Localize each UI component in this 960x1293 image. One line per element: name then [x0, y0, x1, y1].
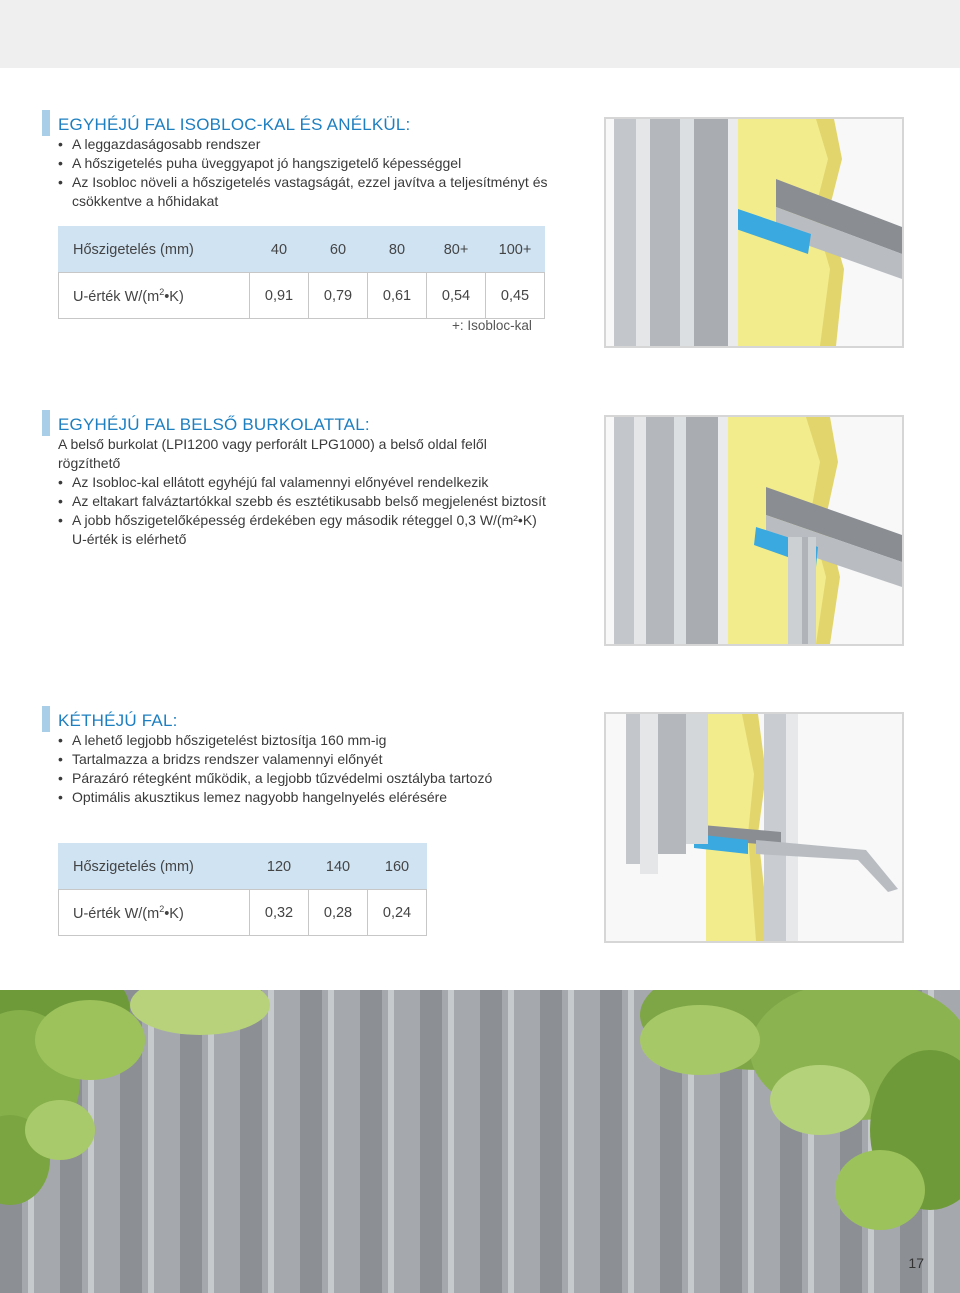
- page-number: 17: [908, 1255, 924, 1271]
- list-item: • Optimális akusztikus lemez nagyobb hangelnyelés elérésére: [58, 788, 552, 807]
- table-cell: 0,24: [368, 890, 427, 936]
- section-double-skin: [42, 706, 552, 807]
- top-band: [0, 0, 960, 68]
- table-cell: 0,45: [486, 273, 545, 319]
- section-heading: KÉTHÉJÚ FAL:: [58, 711, 178, 730]
- section-heading: EGYHÉJÚ FAL BELSŐ BURKOLATTAL:: [58, 415, 370, 434]
- section-marker: [42, 410, 50, 436]
- table-header-row: [59, 844, 427, 890]
- table-header-row: [59, 227, 545, 273]
- section-single-skin-liner: [42, 410, 552, 549]
- u-value-table-single: [58, 226, 545, 319]
- section-heading: EGYHÉJÚ FAL ISOBLOC-KAL ÉS ANÉLKÜL:: [58, 115, 411, 134]
- list-item: • A lehető legjobb hőszigetelést biztosítja 160 mm-ig: [58, 731, 552, 750]
- u-value-table-double: [58, 843, 427, 936]
- list-item: • Párazáró rétegként működik, a legjobb tűzvédelmi osztályba tartozó: [58, 769, 512, 788]
- bullet-list: [58, 473, 552, 549]
- table-header-cell: 40: [250, 227, 309, 273]
- table-header-cell: 120: [250, 844, 309, 890]
- table-cell: 0,91: [250, 273, 309, 319]
- table-row-label: U-érték $W/(m^2•K)$: [59, 273, 250, 319]
- bullet-list: [58, 135, 552, 211]
- list-item: • A leggazdaságosabb rendszer: [58, 135, 552, 154]
- table-row: [59, 890, 427, 936]
- table-header-label: Hőszigetelés (mm): [59, 844, 250, 890]
- list-item: • Az Isobloc növeli a hőszigetelés vastagságát, ezzel javítva a teljesítményt és csökkentve a hőhidakat: [58, 173, 552, 211]
- list-item: • Az eltakart falváztartókkal szebb és esztétikusabb belső megjelenést biztosít: [58, 492, 552, 511]
- section-single-skin-isobloc: [42, 110, 552, 211]
- table-header-cell: 60: [309, 227, 368, 273]
- table-header-cell: 80: [368, 227, 427, 273]
- table-cell: 0,32: [250, 890, 309, 936]
- table-header-cell: 80+: [427, 227, 486, 273]
- list-item: • Az Isobloc-kal ellátott egyhéjú fal valamennyi előnyével rendelkezik: [58, 473, 552, 492]
- table-header-cell: 160: [368, 844, 427, 890]
- table-header-label: Hőszigetelés (mm): [59, 227, 250, 273]
- table-row-label: U-érték $W/(m^2•K)$: [59, 890, 250, 936]
- section-body: [58, 135, 552, 211]
- section-body: [58, 731, 552, 807]
- section-marker: [42, 110, 50, 136]
- list-item: • A hőszigetelés puha üveggyapot jó hangszigetelő képességgel: [58, 154, 552, 173]
- section-marker: [42, 706, 50, 732]
- table-header-cell: 140: [309, 844, 368, 890]
- single-skin-wall-liner-illustration: [604, 415, 904, 646]
- single-skin-wall-isobloc-illustration: [604, 117, 904, 348]
- double-skin-wall-illustration: [604, 712, 904, 943]
- list-item: • Tartalmazza a bridzs rendszer valamennyi előnyét: [58, 750, 552, 769]
- cladding-photo: [0, 990, 960, 1293]
- section-intro: A belső burkolat (LPI1200 vagy perforált LPG1000) a belső oldal felől rögzíthető: [58, 436, 487, 471]
- section-body: [58, 435, 552, 549]
- table-cell: 0,61: [368, 273, 427, 319]
- table-cell: 0,28: [309, 890, 368, 936]
- table-header-cell: 100+: [486, 227, 545, 273]
- bullet-list: [58, 731, 552, 807]
- table-row: [59, 273, 545, 319]
- table-cell: 0,79: [309, 273, 368, 319]
- table-cell: 0,54: [427, 273, 486, 319]
- list-item: • A jobb hőszigetelőképesség érdekében egy második réteggel 0,3 W/(m²•K) U-érték is elérhető: [58, 511, 552, 549]
- table-note: +: Isobloc-kal: [452, 318, 532, 333]
